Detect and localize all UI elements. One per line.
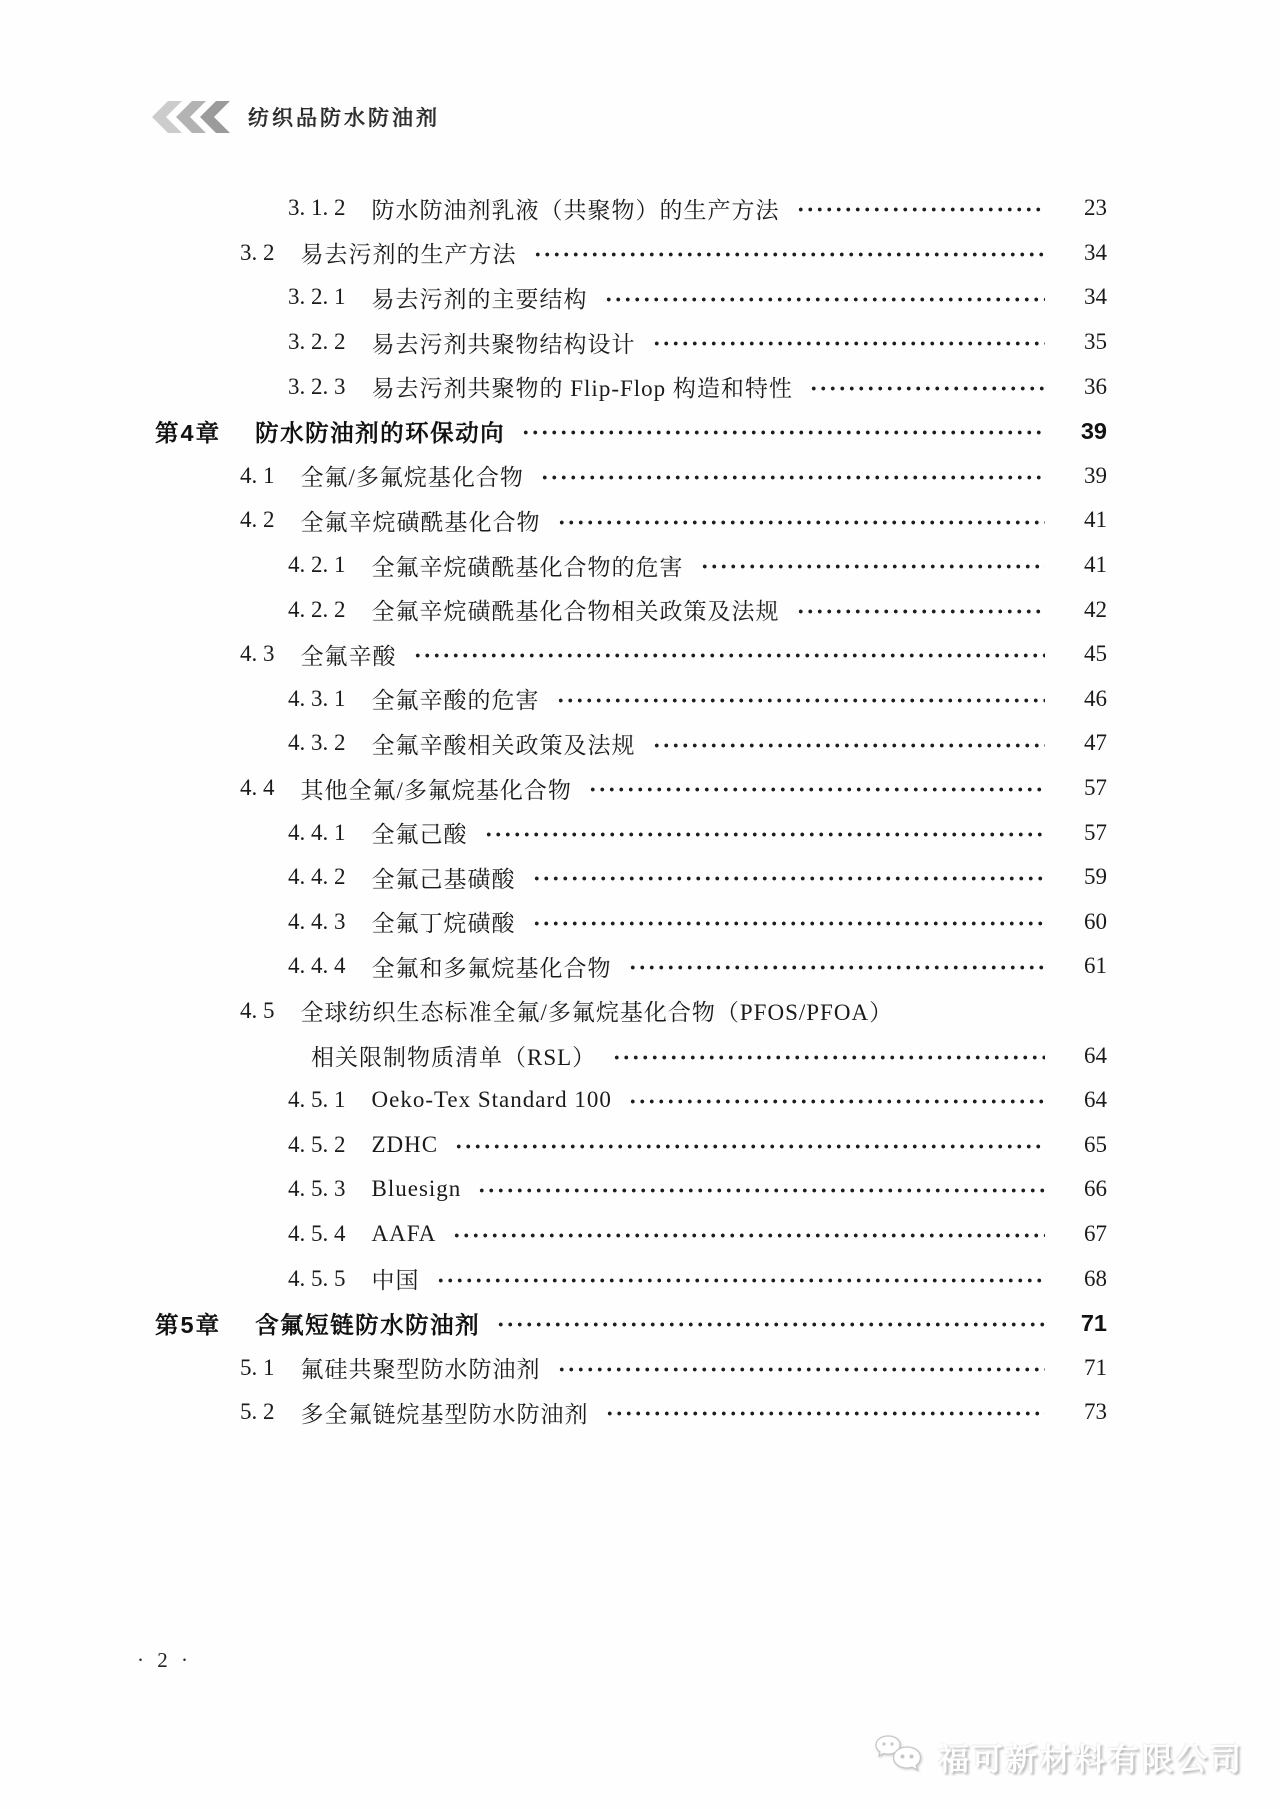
dot-leader [477, 1178, 1045, 1201]
toc-entry [155, 231, 1107, 276]
toc-entry-title: 防水防油剂的环保动向 [255, 420, 506, 447]
toc-entry-page: 57 [1084, 819, 1107, 845]
toc-entry-title: 全氟己基磺酸 [371, 866, 516, 892]
watermark-company-name: 福可新材料有限公司 [938, 1741, 1244, 1777]
dot-leader [454, 1133, 1045, 1156]
dot-leader [605, 1401, 1046, 1424]
toc-entry-title: 其他全氟/多氟烷基化合物 [300, 777, 572, 803]
toc-entry [155, 186, 1107, 231]
toc-entry [155, 721, 1107, 766]
toc-entry [155, 409, 1107, 454]
dot-leader [604, 286, 1046, 309]
toc-entry-page: 34 [1084, 239, 1107, 265]
dot-leader [652, 331, 1046, 354]
toc-entry [155, 1122, 1107, 1167]
dot-leader [796, 197, 1046, 220]
toc-entry [155, 543, 1107, 588]
toc-entry-title: 中国 [371, 1268, 420, 1294]
toc-entry [155, 320, 1107, 365]
toc-entry-title: ZDHC [371, 1131, 439, 1157]
dot-leader [532, 866, 1046, 889]
dot-leader [612, 1044, 1045, 1067]
dot-leader [521, 420, 1045, 444]
toc-entry-number: 3. 2. 3 [288, 373, 346, 399]
wechat-bubbles-icon [874, 1733, 928, 1779]
toc-entry-title: 全氟/多氟烷基化合物 [300, 465, 524, 491]
dot-leader [557, 509, 1046, 532]
toc-entry [155, 766, 1107, 811]
dot-leader [532, 910, 1046, 933]
toc-entry-page: 64 [1084, 1087, 1107, 1113]
toc-entry [155, 900, 1107, 945]
toc-entry [155, 677, 1107, 722]
toc-entry-page: 66 [1084, 1176, 1107, 1202]
toc-entry [155, 1301, 1107, 1346]
toc-entry-page: 59 [1084, 864, 1107, 890]
dot-leader [556, 687, 1046, 710]
dot-leader [628, 1089, 1045, 1112]
toc-entry-title: 全氟辛酸的危害 [371, 688, 540, 714]
dot-leader [796, 598, 1046, 621]
dot-leader [540, 464, 1045, 487]
dot-leader [557, 1356, 1046, 1379]
toc-entry-number: 4. 4. 3 [288, 908, 346, 934]
triple-left-chevron-icon [152, 100, 232, 134]
table-of-contents [155, 186, 1107, 1435]
toc-entry-number: 3. 2. 2 [288, 329, 346, 355]
toc-entry [155, 1212, 1107, 1257]
toc-entry-number: 4. 3. 1 [288, 685, 346, 711]
toc-entry-page: 68 [1084, 1265, 1107, 1291]
toc-entry-number: 5. 2 [240, 1399, 275, 1425]
toc-entry-number: 4. 3. 2 [288, 730, 346, 756]
toc-entry-title: Oeko-Tex Standard 100 [371, 1087, 612, 1113]
toc-entry [155, 1167, 1107, 1212]
toc-entry-number: 3. 1. 2 [288, 195, 346, 221]
toc-entry-number: 4. 5. 5 [288, 1265, 346, 1291]
toc-entry-title: 全氟辛烷磺酰基化合物的危害 [371, 554, 684, 580]
dot-leader [909, 999, 1045, 1022]
toc-entry [155, 498, 1107, 543]
toc-entry-page: 60 [1084, 908, 1107, 934]
toc-entry-number: 4. 2. 2 [288, 596, 346, 622]
toc-entry [155, 1078, 1107, 1123]
toc-entry-number: 4. 4 [240, 775, 275, 801]
toc-entry-title: 全氟辛烷磺酰基化合物相关政策及法规 [371, 599, 780, 625]
toc-entry-number: 4. 5. 1 [288, 1087, 346, 1113]
toc-entry-page: 73 [1084, 1399, 1107, 1425]
toc-entry-page: 39 [1080, 417, 1107, 444]
toc-entry [155, 364, 1107, 409]
toc-entry-number: 4. 4. 1 [288, 819, 346, 845]
dot-leader [413, 643, 1046, 666]
toc-entry-title: 易去污剂共聚物的 Flip-Flop 构造和特性 [371, 376, 793, 402]
toc-entry [155, 275, 1107, 320]
toc-entry-page: 34 [1084, 284, 1107, 310]
toc-entry-title: 含氟短链防水防油剂 [255, 1312, 481, 1339]
toc-entry-page: 61 [1084, 953, 1107, 979]
toc-entry-title: 易去污剂共聚物结构设计 [371, 331, 636, 357]
toc-entry-title: 全氟辛烷磺酰基化合物 [300, 509, 541, 535]
toc-entry-number: 第4章 [155, 420, 222, 447]
toc-entry-page: 45 [1084, 641, 1107, 667]
dot-leader [700, 554, 1046, 577]
toc-entry [155, 1033, 1107, 1078]
toc-entry-page: 41 [1084, 507, 1107, 533]
toc-entry-page: 39 [1084, 462, 1107, 488]
toc-entry-number: 4. 4. 2 [288, 864, 346, 890]
toc-entry-title: 全球纺织生态标准全氟/多氟烷基化合物（PFOS/PFOA） [300, 1000, 894, 1026]
toc-entry-page: 46 [1084, 685, 1107, 711]
toc-entry-title: 易去污剂的主要结构 [371, 286, 588, 312]
dot-leader [452, 1222, 1045, 1245]
toc-entry-number: 4. 3 [240, 641, 275, 667]
toc-entry-number: 4. 2 [240, 507, 275, 533]
toc-entry-page: 47 [1084, 730, 1107, 756]
dot-leader [496, 1311, 1045, 1335]
toc-entry-title: 易去污剂的生产方法 [300, 242, 517, 268]
toc-entry-page: 35 [1084, 329, 1107, 355]
toc-entry-number: 4. 5. 2 [288, 1131, 346, 1157]
toc-entry-title: 全氟丁烷磺酸 [371, 911, 516, 937]
toc-entry [155, 1390, 1107, 1435]
toc-entry-number: 4. 5. 4 [288, 1220, 346, 1246]
book-title: 纺织品防水防油剂 [248, 107, 440, 130]
toc-entry-title: 相关限制物质清单（RSL） [311, 1045, 597, 1071]
dot-leader [588, 777, 1045, 800]
toc-entry [155, 1345, 1107, 1390]
dot-leader [436, 1267, 1046, 1290]
toc-entry-title: 全氟辛酸 [300, 643, 397, 669]
toc-entry-page: 71 [1084, 1354, 1107, 1380]
toc-entry-page: 64 [1084, 1042, 1107, 1068]
toc-entry-title: Bluesign [371, 1176, 462, 1202]
toc-entry-page: 57 [1084, 775, 1107, 801]
dot-leader [484, 821, 1046, 844]
dot-leader [809, 375, 1045, 398]
toc-entry [155, 587, 1107, 632]
toc-entry-number: 第5章 [155, 1312, 222, 1339]
toc-entry-number: 4. 4. 4 [288, 953, 346, 979]
company-watermark [874, 1733, 1244, 1779]
toc-entry-number: 4. 1 [240, 462, 275, 488]
toc-entry-number: 4. 5. 3 [288, 1176, 346, 1202]
toc-entry [155, 454, 1107, 499]
toc-entry-page: 23 [1084, 195, 1107, 221]
toc-entry-title: 全氟和多氟烷基化合物 [371, 955, 612, 981]
dot-leader [628, 955, 1046, 978]
page-header [152, 100, 440, 134]
toc-entry [155, 810, 1107, 855]
folio-page-number: · 2 · [137, 1648, 192, 1672]
toc-entry [155, 1256, 1107, 1301]
dot-leader [533, 241, 1046, 264]
toc-entry [155, 632, 1107, 677]
toc-entry [155, 989, 1107, 1034]
toc-entry-page: 65 [1084, 1131, 1107, 1157]
toc-entry-page: 42 [1084, 596, 1107, 622]
toc-entry-title: 多全氟链烷基型防水防油剂 [300, 1401, 589, 1427]
toc-entry-title: 氟硅共聚型防水防油剂 [300, 1357, 541, 1383]
toc-entry-number: 4. 2. 1 [288, 552, 346, 578]
toc-entry-page: 67 [1084, 1220, 1107, 1246]
toc-entry-title: 防水防油剂乳液（共聚物）的生产方法 [371, 197, 780, 223]
toc-entry-title: 全氟辛酸相关政策及法规 [371, 732, 636, 758]
toc-entry-page: 71 [1080, 1309, 1107, 1336]
toc-entry-number: 3. 2. 1 [288, 284, 346, 310]
toc-entry [155, 944, 1107, 989]
toc-entry-number: 4. 5 [240, 997, 275, 1023]
toc-entry-title: AAFA [371, 1220, 437, 1246]
toc-entry-title: 全氟己酸 [371, 822, 468, 848]
dot-leader [652, 732, 1046, 755]
toc-entry-page: 36 [1084, 373, 1107, 399]
toc-entry-number: 5. 1 [240, 1354, 275, 1380]
toc-entry-number: 3. 2 [240, 239, 275, 265]
toc-entry [155, 855, 1107, 900]
toc-entry-page: 41 [1084, 552, 1107, 578]
